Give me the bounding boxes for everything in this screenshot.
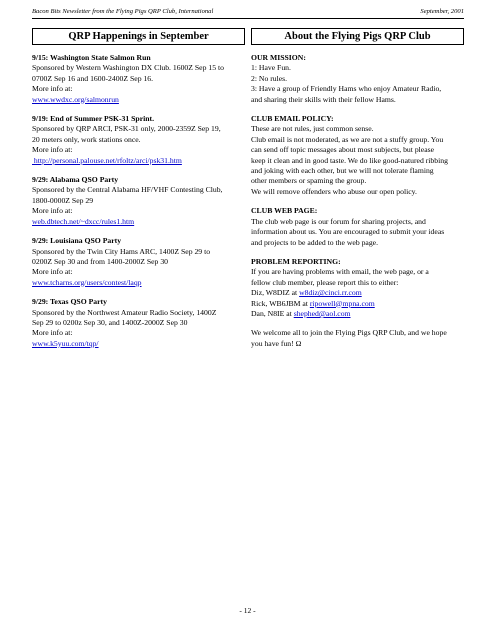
- contact-name: Rick, WB6JBM at: [251, 298, 310, 308]
- contact-email-link[interactable]: w8diz@cinci.rr.com: [299, 288, 362, 298]
- event-title: 9/15: Washington State Salmon Run: [32, 53, 151, 62]
- section-heading: OUR MISSION:: [251, 53, 306, 62]
- mission-item: 1: Have Fun.: [251, 63, 291, 73]
- event-line: Sep 29 to 0200z Sep 30, and 1400Z-2000Z Sep 30: [32, 317, 188, 327]
- event-link[interactable]: web.dbtech.net/~dxcc/rules1.htm: [32, 216, 135, 226]
- event-salmon-run: [32, 53, 245, 105]
- policy-line: can send off topic messages about most subjects, but please: [251, 145, 435, 155]
- event-line: More info at:: [32, 267, 73, 277]
- section-heading: CLUB WEB PAGE:: [251, 206, 318, 216]
- contact-name: Diz, W8DIZ at: [251, 288, 300, 298]
- event-alabama-qso: [32, 175, 245, 227]
- event-line: Sponsored by Western Washington DX Club. 1600Z Sep 15 to: [32, 63, 224, 73]
- email-policy-section: [251, 114, 464, 197]
- contact-email-link[interactable]: shephed@aol.com: [293, 308, 351, 318]
- policy-line: other members or spaming the group.: [251, 176, 367, 186]
- section-heading: CLUB EMAIL POLICY:: [251, 114, 334, 124]
- right-column-title: About the Flying Pigs QRP Club: [251, 28, 464, 45]
- web-line: The club web page is our forum for sharing projects, and: [251, 216, 426, 226]
- contact-email-link[interactable]: ripowell@mpna.com: [309, 298, 375, 308]
- event-psk31-sprint: [32, 114, 245, 166]
- event-line: 20 meters only, work stations once.: [32, 134, 141, 144]
- left-column: [32, 28, 245, 358]
- event-title: 9/29: Alabama QSO Party: [32, 175, 119, 185]
- contact-name: Dan, N8IE at: [251, 308, 294, 318]
- mission-section: [251, 53, 464, 105]
- event-line: 0700Z Sep 16 and 1600-2400Z Sep 16.: [32, 73, 154, 83]
- page-header: [32, 7, 464, 19]
- closing-line: We welcome all to join the Flying Pigs QRP Club, and we hope: [251, 328, 447, 338]
- policy-line: We will remove offenders who abuse our open policy.: [251, 186, 417, 196]
- event-title: 9/29: Texas QSO Party: [32, 297, 107, 307]
- web-line: information about us. You are encouraged to submit your ideas: [251, 227, 445, 237]
- newsletter-title: Bacon Bits Newsletter from the Flying Pigs QRP Club, International: [32, 8, 214, 15]
- reporting-line: fellow club member, please report this to either:: [251, 277, 399, 287]
- event-link[interactable]: www.wwdxc.org/salmonrun: [32, 94, 119, 104]
- event-line: More info at:: [32, 206, 73, 216]
- web-line: and projects to be added to the web page.: [251, 237, 379, 247]
- event-link[interactable]: http://personal.palouse.net/rfoltz/arci/psk31.htm: [32, 155, 182, 165]
- policy-line: keep it clean and in good taste. We do like good-natured ribbing: [251, 155, 448, 165]
- web-page-section: [251, 206, 464, 248]
- event-line: 1800-0000Z Sep 29: [32, 195, 94, 205]
- mission-item: 2: No rules.: [251, 73, 288, 83]
- event-line: Sponsored by the Twin City Hams ARC, 1400Z Sep 29 to: [32, 246, 211, 256]
- event-texas-qso: [32, 297, 245, 349]
- contact-rick: [251, 299, 464, 309]
- contact-dan: [251, 309, 464, 319]
- policy-line: Club email is not moderated, as we are not a stuffy group. You: [251, 134, 444, 144]
- event-louisiana-qso: [32, 236, 245, 288]
- event-line: Sponsored by the Central Alabama HF/VHF Contesting Club,: [32, 185, 223, 195]
- right-column: [251, 28, 464, 358]
- reporting-line: If you are having problems with email, the web page, or a: [251, 267, 429, 277]
- problem-reporting-section: [251, 257, 464, 319]
- event-line: More info at:: [32, 145, 73, 155]
- issue-date: September, 2001: [420, 8, 464, 15]
- event-link[interactable]: www.tcharns.org/users/contest/laqp: [32, 277, 142, 287]
- left-column-title: QRP Happenings in September: [32, 28, 245, 45]
- page-number: - 12 -: [239, 606, 256, 615]
- closing-section: [251, 328, 464, 349]
- event-line: More info at:: [32, 84, 73, 94]
- event-title: 9/29: Louisiana QSO Party: [32, 236, 122, 246]
- policy-line: These are not rules, just common sense.: [251, 124, 374, 134]
- event-line: More info at:: [32, 328, 73, 338]
- event-line: 0200Z Sep 30 and from 1400-2000Z Sep 30: [32, 256, 169, 266]
- mission-item: and sharing their skills with their fellow Hams.: [251, 94, 396, 104]
- closing-line: you have fun! Ω: [251, 338, 302, 348]
- event-title: 9/19: End of Summer PSK-31 Sprint.: [32, 114, 155, 124]
- event-link[interactable]: www.k5yuu.com/tqp/: [32, 338, 99, 348]
- event-line: Sponsored by the Northwest Amateur Radio Society, 1400Z: [32, 307, 217, 317]
- policy-line: and joking with each other, but we will not tolerate flaming: [251, 166, 434, 176]
- contact-diz: [251, 288, 464, 298]
- mission-item: 3: Have a group of Friendly Hams who enjoy Amateur Radio,: [251, 84, 442, 94]
- event-line: Sponsored by QRP ARCI, PSK-31 only, 2000-2359Z Sep 19,: [32, 124, 221, 134]
- section-heading: PROBLEM REPORTING:: [251, 256, 341, 266]
